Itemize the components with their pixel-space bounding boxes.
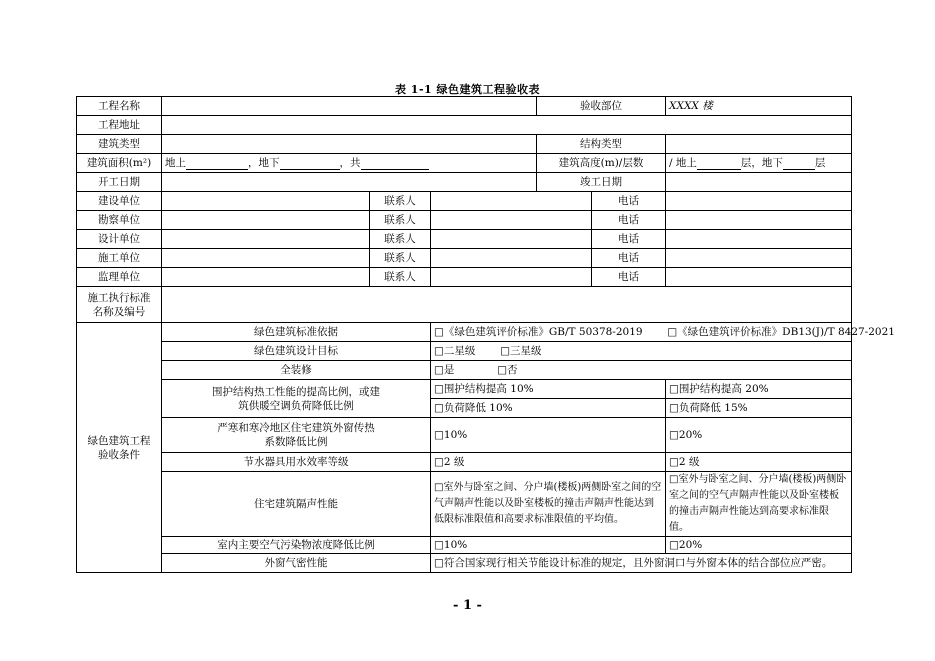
sound-option-b[interactable]: □室外与卧室之间、分户墙(楼板)两侧卧室之间的空气声隔声性能以及卧室楼板的撞击声隔声性能达到高要求标准限值。 bbox=[666, 472, 852, 537]
contact-label: 联系人 bbox=[370, 230, 431, 249]
table-row bbox=[77, 268, 852, 287]
project-address-label: 工程地址 bbox=[77, 116, 162, 135]
project-name-label: 工程名称 bbox=[77, 97, 162, 116]
table-row bbox=[77, 472, 852, 537]
building-type-field[interactable] bbox=[162, 135, 537, 154]
decoration-no-checkbox[interactable]: □否 bbox=[497, 364, 518, 376]
unit-field[interactable] bbox=[162, 192, 370, 211]
standard-field[interactable] bbox=[162, 287, 852, 323]
phone-field[interactable] bbox=[666, 230, 852, 249]
green-section-line2: 验收条件 bbox=[98, 448, 140, 461]
unit-label: 施工单位 bbox=[77, 249, 162, 268]
table-row bbox=[77, 211, 852, 230]
start-date-field[interactable] bbox=[162, 173, 537, 192]
table-row bbox=[77, 380, 852, 399]
building-area-label: 建筑面积(m²) bbox=[77, 154, 162, 173]
phone-label: 电话 bbox=[592, 268, 666, 287]
unit-label: 监理单位 bbox=[77, 268, 162, 287]
table-row bbox=[77, 554, 852, 573]
table-row bbox=[77, 418, 852, 453]
water-efficiency-label: 节水器具用水效率等级 bbox=[162, 453, 431, 472]
window-option-a[interactable]: □10% bbox=[431, 418, 666, 453]
table-row bbox=[77, 342, 852, 361]
phone-label: 电话 bbox=[592, 230, 666, 249]
start-date-label: 开工日期 bbox=[77, 173, 162, 192]
phone-label: 电话 bbox=[592, 192, 666, 211]
building-type-label: 建筑类型 bbox=[77, 135, 162, 154]
phone-label: 电话 bbox=[592, 249, 666, 268]
structure-type-label: 结构类型 bbox=[537, 135, 666, 154]
building-height-field[interactable] bbox=[666, 154, 852, 173]
building-area-field[interactable] bbox=[162, 154, 537, 173]
acceptance-part-field[interactable]: XXXX 楼 bbox=[666, 97, 852, 116]
area-above-blank[interactable] bbox=[186, 157, 248, 170]
target-options bbox=[431, 342, 852, 361]
table-row bbox=[77, 323, 852, 342]
unit-field[interactable] bbox=[162, 230, 370, 249]
table-row bbox=[77, 116, 852, 135]
standard-label-line1: 施工执行标准 bbox=[87, 291, 151, 304]
unit-label: 勘察单位 bbox=[77, 211, 162, 230]
target-option-two-star[interactable]: □二星级 bbox=[434, 345, 476, 357]
basis-option-gb[interactable]: □《绿色建筑评价标准》GB/T 50378-2019 bbox=[434, 326, 643, 338]
basis-label: 绿色建筑标准依据 bbox=[162, 323, 431, 342]
water-option-a[interactable]: □2 级 bbox=[431, 453, 666, 472]
basis-options bbox=[431, 323, 895, 342]
standard-label-line2: 名称及编号 bbox=[92, 305, 146, 318]
exterior-window-label: 外窗气密性能 bbox=[162, 554, 431, 573]
contact-label: 联系人 bbox=[370, 211, 431, 230]
contact-label: 联系人 bbox=[370, 268, 431, 287]
unit-field[interactable] bbox=[162, 211, 370, 230]
phone-field[interactable] bbox=[666, 249, 852, 268]
water-option-b[interactable]: □2 级 bbox=[666, 453, 852, 472]
unit-label: 设计单位 bbox=[77, 230, 162, 249]
target-option-three-star[interactable]: □三星级 bbox=[500, 345, 542, 357]
table-row bbox=[77, 453, 852, 472]
page-number: - 1 - bbox=[453, 598, 482, 613]
envelope-option-b2[interactable]: □负荷降低 15% bbox=[666, 399, 852, 418]
table-row bbox=[77, 97, 852, 116]
phone-label: 电话 bbox=[592, 211, 666, 230]
project-address-field[interactable] bbox=[162, 116, 852, 135]
area-total-blank[interactable] bbox=[361, 157, 429, 170]
exterior-window-option[interactable]: □符合国家现行相关节能设计标准的规定，且外窗洞口与外窗本体的结合部位应严密。 bbox=[431, 554, 852, 573]
table-row bbox=[77, 230, 852, 249]
table-row bbox=[77, 249, 852, 268]
project-name-field[interactable] bbox=[162, 97, 537, 116]
table-row bbox=[77, 361, 852, 380]
phone-field[interactable] bbox=[666, 192, 852, 211]
contact-field[interactable] bbox=[431, 268, 592, 287]
table-title: 表 1-1 绿色建筑工程验收表 bbox=[394, 83, 541, 96]
contact-field[interactable] bbox=[431, 230, 592, 249]
green-section-label bbox=[77, 323, 162, 573]
envelope-label bbox=[162, 380, 431, 418]
table-row bbox=[77, 135, 852, 154]
completion-date-label: 竣工日期 bbox=[537, 173, 666, 192]
completion-date-field[interactable] bbox=[666, 173, 852, 192]
standard-label bbox=[77, 287, 162, 323]
floors-end: 层 bbox=[814, 157, 826, 169]
target-label: 绿色建筑设计目标 bbox=[162, 342, 431, 361]
green-building-acceptance-table bbox=[76, 96, 895, 573]
envelope-option-a1[interactable]: □围护结构提高 10% bbox=[431, 380, 666, 399]
decoration-options bbox=[431, 361, 852, 380]
sound-insulation-label: 住宅建筑隔声性能 bbox=[162, 472, 431, 537]
floors-above-blank[interactable] bbox=[697, 157, 741, 170]
area-below-blank[interactable] bbox=[280, 157, 340, 170]
area-below-label: ，地下 bbox=[248, 157, 280, 169]
window-label-line1: 严寒和寒冷地区住宅建筑外窗传热 bbox=[217, 422, 375, 434]
table-row bbox=[77, 287, 852, 323]
acceptance-part-label: 验收部位 bbox=[537, 97, 666, 116]
phone-field[interactable] bbox=[666, 211, 852, 230]
building-height-label: 建筑高度(m)/层数 bbox=[537, 154, 666, 173]
air-option-a[interactable]: □10% bbox=[431, 537, 666, 554]
unit-field[interactable] bbox=[162, 249, 370, 268]
envelope-option-b1[interactable]: □围护结构提高 20% bbox=[666, 380, 852, 399]
floors-mid: 层，地下 bbox=[740, 157, 783, 169]
floors-below-blank[interactable] bbox=[783, 157, 815, 170]
basis-option-db[interactable]: □《绿色建筑评价标准》DB13(J)/T 8427-2021 bbox=[667, 326, 895, 338]
decoration-label: 全装修 bbox=[162, 361, 431, 380]
table-row bbox=[77, 192, 852, 211]
air-option-b[interactable]: □20% bbox=[666, 537, 852, 554]
unit-label: 建设单位 bbox=[77, 192, 162, 211]
contact-label: 联系人 bbox=[370, 192, 431, 211]
window-option-b[interactable]: □20% bbox=[666, 418, 852, 453]
contact-field[interactable] bbox=[431, 211, 592, 230]
envelope-label-line1: 围护结构热工性能的提高比例，或建 bbox=[212, 385, 380, 398]
structure-type-field[interactable] bbox=[666, 135, 852, 154]
contact-field[interactable] bbox=[431, 249, 592, 268]
unit-field[interactable] bbox=[162, 268, 370, 287]
table-row bbox=[77, 537, 852, 554]
area-total-label: ，共 bbox=[339, 157, 361, 169]
envelope-option-a2[interactable]: □负荷降低 10% bbox=[431, 399, 666, 418]
contact-label: 联系人 bbox=[370, 249, 431, 268]
contact-field[interactable] bbox=[431, 192, 592, 211]
table-row bbox=[77, 173, 852, 192]
window-coefficient-label bbox=[162, 418, 431, 453]
sound-option-a[interactable]: □室外与卧室之间、分户墙(楼板)两侧卧室之间的空气声隔声性能以及卧室楼板的撞击声隔声性能达到低限标准限值和高要求标准限值的平均值。 bbox=[431, 472, 666, 537]
envelope-label-line2: 筑供暖空调负荷降低比例 bbox=[238, 399, 354, 412]
table-row bbox=[77, 154, 852, 173]
height-prefix: / 地上 bbox=[669, 157, 697, 169]
decoration-yes-checkbox[interactable]: □是 bbox=[434, 364, 455, 376]
green-section-line1: 绿色建筑工程 bbox=[87, 434, 151, 447]
air-pollutant-label: 室内主要空气污染物浓度降低比例 bbox=[162, 537, 431, 554]
window-label-line2: 系数降低比例 bbox=[264, 436, 328, 448]
area-above-label: 地上 bbox=[165, 157, 186, 169]
phone-field[interactable] bbox=[666, 268, 852, 287]
